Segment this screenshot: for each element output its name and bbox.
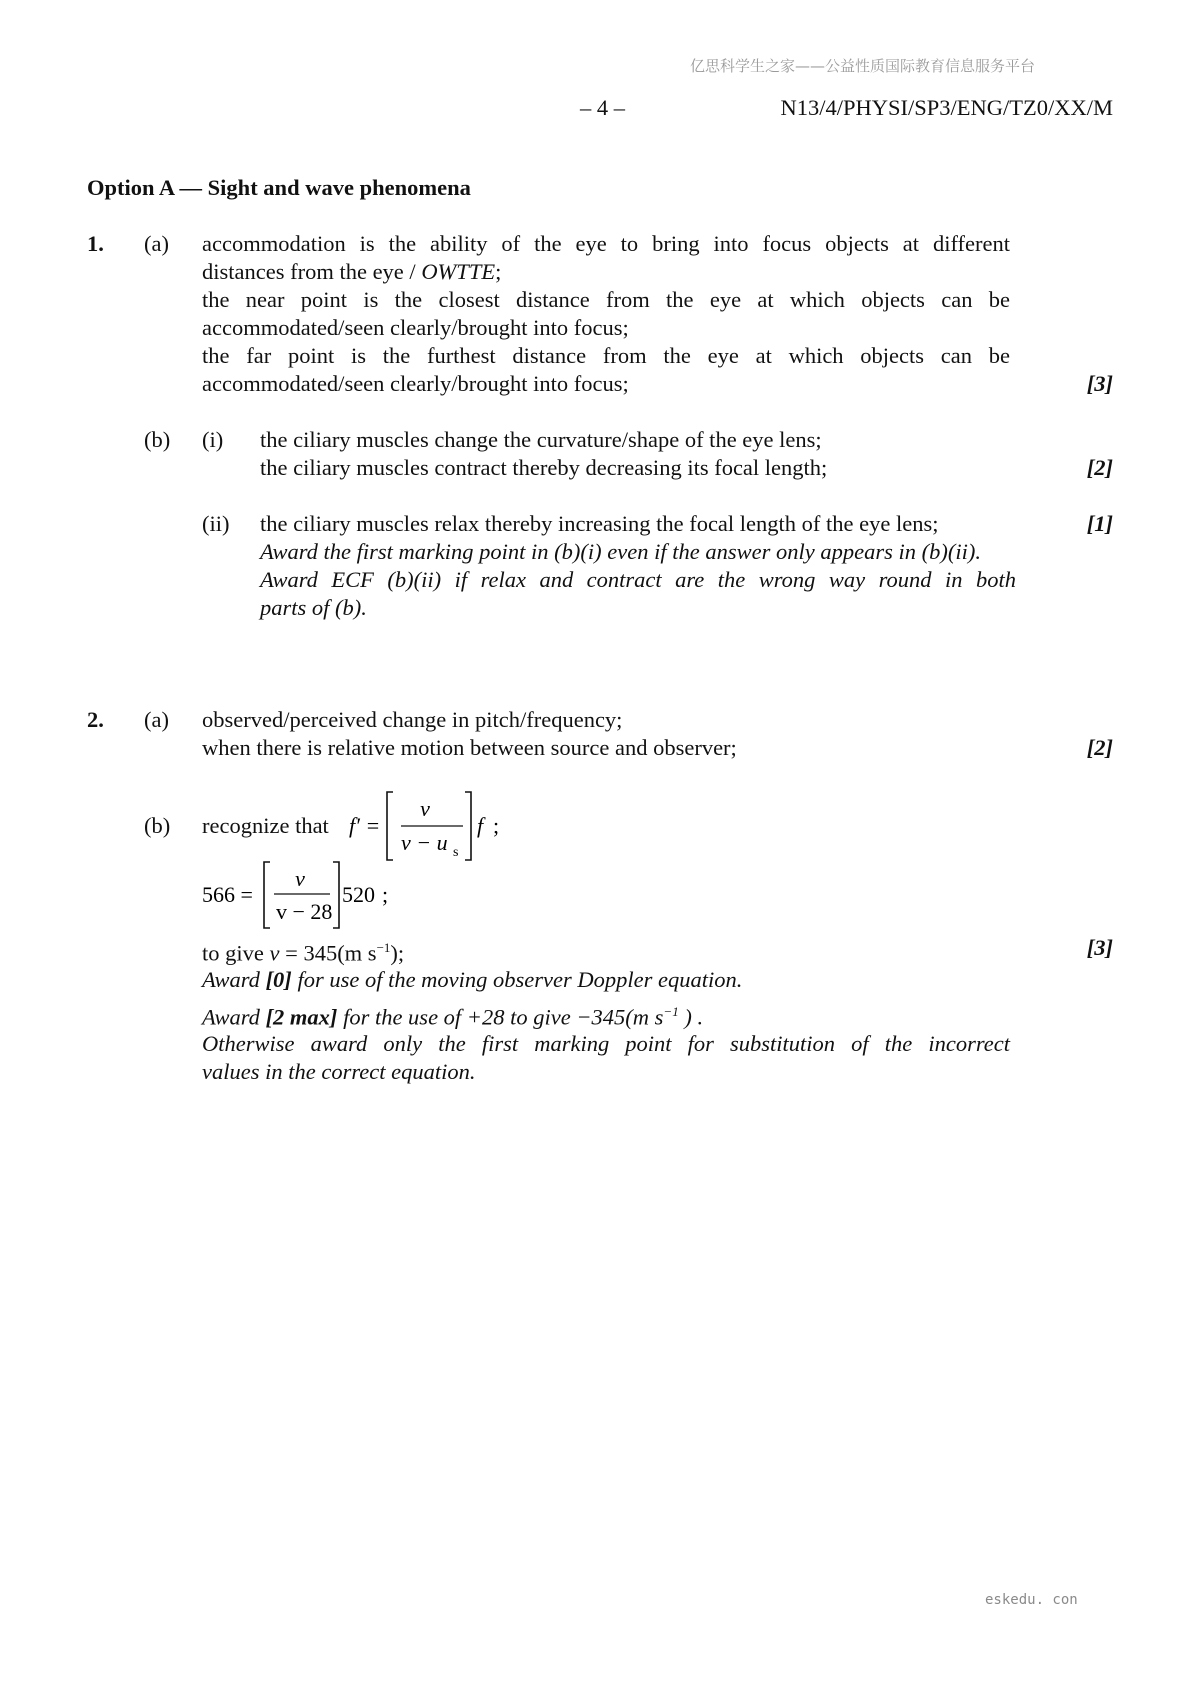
q2b-note-2-bold: [2 max] — [265, 1004, 338, 1030]
q2b-note-1-bold: [0] — [265, 967, 292, 992]
q2a-line-1: observed/perceived change in pitch/frequency; — [202, 707, 623, 732]
question-1-number: 1. — [87, 231, 104, 256]
q2b-result — [202, 934, 404, 968]
eq2-rhs: 520 — [342, 882, 375, 907]
q1a-line-6: accommodated/seen clearly/brought into focus; — [202, 371, 629, 396]
q2b-note-2-exp: −1 — [663, 1004, 679, 1019]
q1bii-note-1: Award the first marking point in (b)(i) even if the answer only appears in (b)(ii). — [260, 539, 981, 564]
question-1a-label: (a) — [144, 231, 169, 256]
q2b-note-3: Otherwise award only the first marking point for substitution of the incorrect — [202, 1031, 1010, 1056]
q1bii-marks: [1] — [1086, 511, 1113, 536]
eq1-denominator-subscript: s — [453, 845, 459, 860]
eq1-lhs: f′ = — [349, 813, 381, 838]
q1a-line-1: accommodation is the ability of the eye to bring into focus objects at different — [202, 231, 1010, 256]
q2a-line-2: when there is relative motion between source and observer; — [202, 735, 737, 760]
eq2-semicolon: ; — [382, 882, 389, 907]
doppler-equation — [345, 786, 515, 866]
page-number: – 4 – — [580, 95, 625, 120]
q2b-result-v: v — [269, 940, 280, 966]
eq2-lhs: 566 = — [202, 882, 253, 907]
q2a-marks: [2] — [1086, 735, 1113, 760]
q1a-line-2-text: distances from the eye / — [202, 259, 422, 284]
q2b-note-2-post: for the use of +28 to give — [337, 1004, 577, 1030]
document-code: N13/4/PHYSI/SP3/ENG/TZ0/XX/M — [780, 95, 1113, 120]
q2b-note-2-end: ) . — [678, 1004, 704, 1030]
q2b-note-2 — [202, 998, 703, 1032]
eq2-numerator: v — [295, 866, 305, 891]
q2b-result-pre: to give — [202, 940, 270, 966]
substituted-equation — [200, 856, 400, 934]
q2b-note-1-pre: Award — [202, 967, 266, 992]
question-2a-label: (a) — [144, 707, 169, 732]
q2b-result-eq: = 345(m s — [279, 940, 377, 966]
watermark: 亿思科学生之家——公益性质国际教育信息服务平台 — [690, 57, 1036, 75]
eq1-rhs: f — [477, 813, 484, 838]
q1bi-line-1: the ciliary muscles change the curvature/shape of the eye lens; — [260, 427, 822, 452]
eq1-numerator: v — [420, 796, 430, 821]
question-1b-ii-label: (ii) — [202, 511, 230, 536]
q1a-line-3: the near point is the closest distance from the eye at which objects can be — [202, 287, 1010, 312]
q1bii-line-1: the ciliary muscles relax thereby increasing the focal length of the eye lens; — [260, 511, 939, 536]
eq2-right-bracket — [333, 862, 339, 928]
q2b-recognize-text: recognize that — [202, 813, 329, 838]
q2b-note-4: values in the correct equation. — [202, 1059, 476, 1084]
q1a-line-2-end: ; — [495, 259, 502, 284]
footer-site: eskedu. con — [985, 1592, 1078, 1608]
q1a-line-5: the far point is the furthest distance from the eye at which objects can be — [202, 343, 1010, 368]
section-title: Option A — Sight and wave phenomena — [87, 175, 471, 200]
eq1-right-bracket — [465, 792, 471, 860]
q1a-line-4: accommodated/seen clearly/brought into focus; — [202, 315, 629, 340]
question-1b-label: (b) — [144, 427, 171, 452]
eq2-denominator: v − 28 — [276, 899, 333, 924]
q1bii-note-2: Award ECF (b)(ii) if relax and contract are the wrong way round in both — [260, 567, 1016, 592]
q2b-note-2-pre: Award — [202, 1004, 266, 1030]
q1bi-line-2: the ciliary muscles contract thereby decreasing its focal length; — [260, 455, 828, 480]
eq2-left-bracket — [264, 862, 270, 928]
q2b-result-exp: −1 — [376, 940, 391, 955]
question-2-number: 2. — [87, 707, 104, 732]
q2b-marks: [3] — [1086, 935, 1113, 960]
question-2b-label: (b) — [144, 813, 171, 838]
q2b-note-2-unit: m s — [632, 1004, 664, 1030]
q1bi-marks: [2] — [1086, 455, 1113, 480]
q1a-line-2 — [202, 258, 501, 286]
q2b-note-2-val: −345( — [576, 1004, 633, 1030]
q2b-note-1 — [202, 966, 742, 994]
q2b-note-1-post: for use of the moving observer Doppler equation. — [291, 967, 743, 992]
q1bii-note-3: parts of (b). — [260, 595, 367, 620]
eq1-denominator: v − u — [401, 830, 448, 855]
q2b-result-post: ); — [390, 940, 405, 966]
q1a-marks: [3] — [1086, 371, 1113, 396]
eq1-semicolon: ; — [493, 813, 500, 838]
eq1-left-bracket — [387, 792, 393, 860]
owtte: OWTTE — [421, 259, 496, 284]
question-1b-i-label: (i) — [202, 427, 224, 452]
